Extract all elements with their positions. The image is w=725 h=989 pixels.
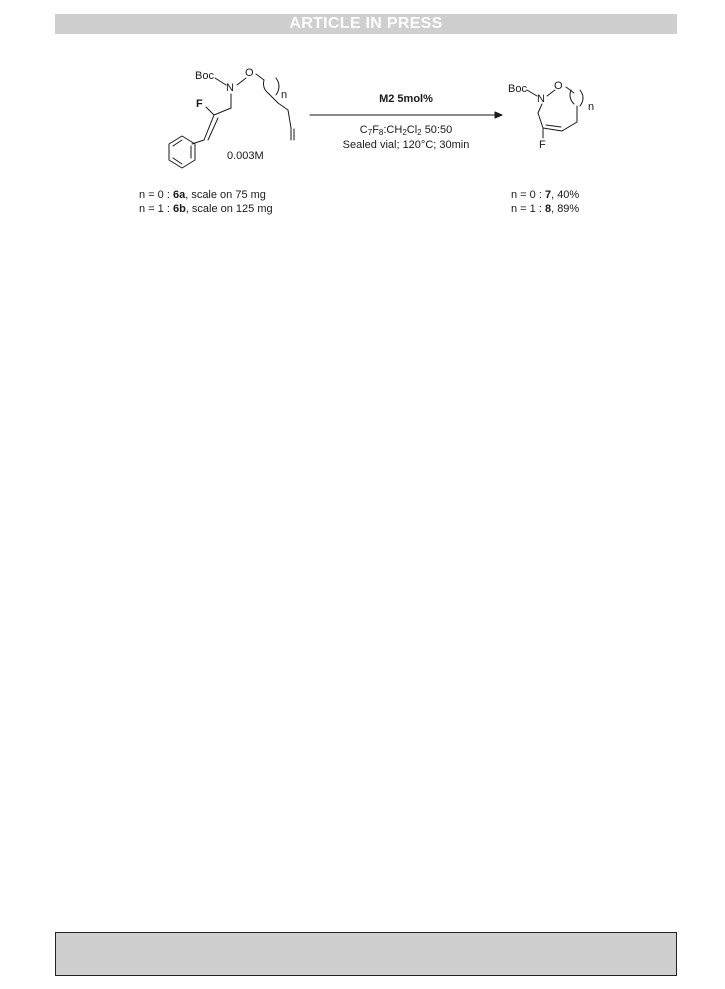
product-caption-1-prefix: n = 0 : [511, 189, 545, 201]
o-c-bond [256, 74, 264, 80]
article-in-press-banner: ARTICLE IN PRESS [55, 14, 677, 34]
reaction-conditions: Sealed vial; 120°C; 30min [342, 139, 470, 151]
solvent-cl-sub: 2 [417, 128, 422, 137]
reactant-o-label: O [245, 67, 254, 79]
reaction-scheme [0, 0, 725, 240]
product-caption-line-1 [511, 189, 579, 202]
terminal-alkene-single [288, 110, 291, 128]
footer-citation-box [55, 932, 677, 976]
solvent-f-sub: 8 [378, 128, 384, 137]
product-bracket-right [580, 90, 583, 106]
catalyst-label: M2 5mol% [379, 93, 433, 105]
reactant-boc-label: Boc [195, 70, 214, 82]
reactant-caption-line-2 [139, 203, 273, 216]
vinyl-double-b [208, 118, 218, 140]
reactant-n-label: N [226, 82, 234, 94]
reactant-caption-1-compound: 6a [172, 189, 186, 201]
product-f-label: F [539, 139, 546, 151]
solvent-f: F [372, 124, 379, 136]
solvent-ratio: 50:50 [424, 124, 453, 136]
product-ring-double-b [546, 125, 561, 127]
reactant-caption-2-prefix: n = 1 : [139, 203, 173, 215]
solvent-cl: Cl [406, 124, 418, 136]
reactant-caption-2-compound: 6b [172, 203, 186, 215]
reaction-arrowhead [495, 112, 502, 118]
product-boc-n-bond [527, 90, 537, 96]
vinyl-double-a [204, 115, 214, 140]
product-n-label: N [537, 93, 545, 105]
solvent-ch: :CH [383, 124, 403, 136]
product-ring-double-a [543, 128, 562, 131]
reactant-caption-1-prefix: n = 0 : [139, 189, 173, 201]
product-caption-2-suffix: , 89% [551, 203, 580, 215]
product-o-label: O [554, 80, 563, 92]
c-f-bond [206, 107, 214, 115]
reactant-caption-2-suffix: , scale on 125 mg [185, 203, 273, 215]
product-n-subscript: n [588, 101, 595, 113]
reactant-f-label: F [196, 98, 203, 110]
product-caption-line-2 [511, 203, 579, 216]
product-caption-2-compound: 8 [544, 203, 552, 215]
product-ring-bond-2 [562, 122, 577, 131]
product-caption-2-prefix: n = 1 : [511, 203, 545, 215]
reactant-n-subscript: n [281, 89, 288, 101]
solvent-c: C [359, 124, 368, 136]
product-ring-bond-3 [538, 113, 543, 128]
chain-bond-2 [278, 103, 288, 110]
product-caption-1-compound: 7 [544, 189, 552, 201]
product-caption-1-suffix: , 40% [551, 189, 580, 201]
chain-bracket-right [276, 78, 279, 95]
boc-n-bond [215, 78, 226, 85]
reaction-scheme-drawing [0, 0, 725, 240]
solvent-c-sub: 7 [367, 128, 373, 137]
reactant-concentration: 0.003M [227, 150, 264, 162]
reactant-caption-1-suffix: , scale on 75 mg [185, 189, 266, 201]
reactant-caption-line-1 [139, 189, 266, 202]
solvent-ch-sub: 2 [402, 128, 407, 137]
ch2-cf-bond [214, 108, 231, 115]
chain-bracket-left [264, 80, 269, 93]
product-boc-label: Boc [508, 83, 527, 95]
